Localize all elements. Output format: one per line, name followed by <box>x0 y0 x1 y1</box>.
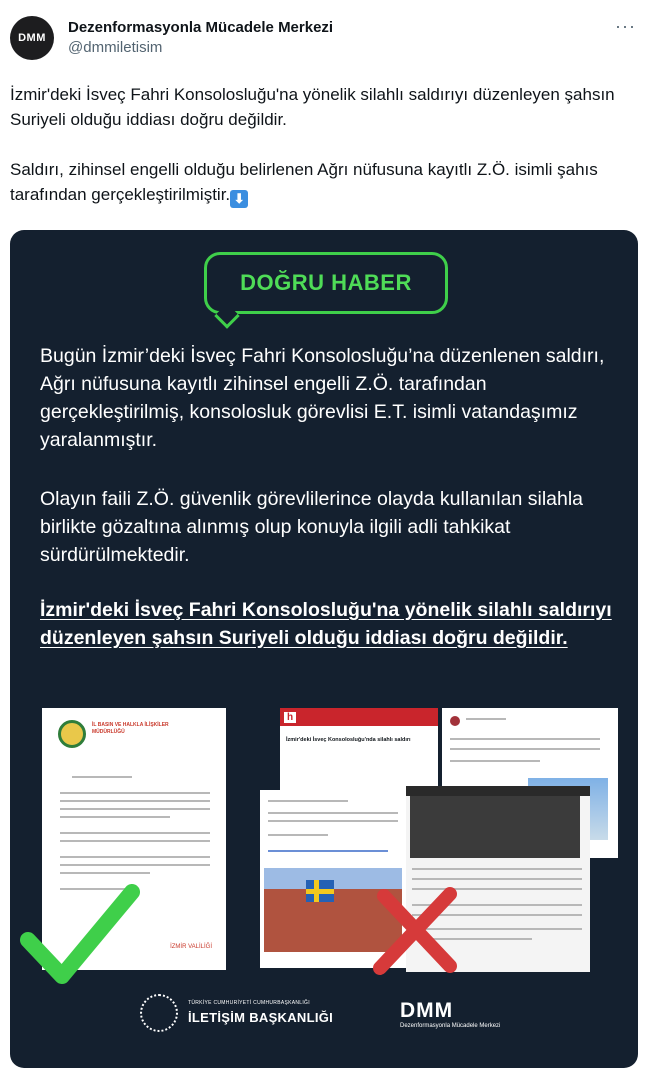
news-site-bar <box>280 708 438 726</box>
author-handle[interactable]: @dmmiletisim <box>68 39 163 56</box>
iletisim-baskanligi-logo <box>140 992 340 1042</box>
document-line <box>60 840 210 842</box>
tweet-header <box>0 0 650 70</box>
tweet-text <box>10 82 640 233</box>
dmm-logo <box>400 1000 520 1040</box>
verdict-badge <box>204 252 448 332</box>
document-line <box>60 808 210 810</box>
tweet-paragraph-2-text: Saldırı, zihinsel engelli olduğu belirlenen Ağrı nüfusuna kayıtlı Z.Ö. isimli şahıs tarafından gerçekleştirilmiştir. <box>10 160 598 204</box>
post-line <box>466 718 506 720</box>
author-names <box>68 18 333 58</box>
card-paragraph-2: Olayın faili Z.Ö. güvenlik görevlilerince olayda kullanılan silahla birlikte gözaltına alınmış olup konuyla ilgili adli tahkikat sürdürülmektedir. <box>40 488 584 566</box>
document-line <box>72 776 132 778</box>
author-display-name[interactable]: Dezenformasyonla Mücadele Merkezi <box>68 19 334 36</box>
verdict-badge-box <box>204 252 448 314</box>
document-line <box>60 816 170 818</box>
post-avatar <box>450 716 460 726</box>
video-article-line <box>412 868 582 870</box>
document-line <box>60 856 210 858</box>
video-article-line <box>412 878 582 880</box>
presidency-small-label: TÜRKİYE CUMHURİYETİ CUMHURBAŞKANLIĞI <box>188 1000 310 1006</box>
video-frame <box>410 796 580 858</box>
dmm-logo-text: DMM <box>400 999 454 1022</box>
document-line <box>60 864 210 866</box>
down-arrow-emoji-icon: ⬇ <box>230 190 248 208</box>
governorship-seal-icon <box>58 720 86 748</box>
avatar[interactable] <box>10 16 54 60</box>
document-line <box>60 832 210 834</box>
tweet-paragraph-1: İzmir'deki İsveç Fahri Konsolosluğu'na yönelik silahlı saldırıyı düzenleyen şahsın Suriyeli olduğu iddiası doğru değildir. <box>10 85 615 129</box>
avatar-text: DMM <box>18 32 46 44</box>
article-line <box>268 820 398 822</box>
document-header: İL BASIN VE HALKLA İLİŞKİLER MÜDÜRLÜĞÜ <box>92 722 169 735</box>
swedish-flag-icon <box>306 880 334 902</box>
verdict-badge-label: DOĞRU HABER <box>240 270 412 295</box>
document-line <box>60 792 210 794</box>
presidency-emblem-icon <box>140 994 178 1032</box>
article-link-line <box>268 850 388 852</box>
post-line <box>450 760 540 762</box>
document-line <box>60 872 150 874</box>
document-signature: İZMİR VALİLİĞİ <box>170 944 212 950</box>
card-paragraph-3: İzmir'deki İsveç Fahri Konsolosluğu'na yönelik silahlı saldırıyı düzenleyen şahsın Suriyeli olduğu iddiası doğru değildir. <box>40 599 612 649</box>
tweet-paragraph-2 <box>10 157 640 208</box>
news-site-logo: h <box>284 712 296 723</box>
video-site-bar <box>406 786 590 796</box>
dmm-logo-subtitle: Dezenformasyonla Mücadele Merkezi <box>400 1023 501 1029</box>
post-line <box>450 748 600 750</box>
article-line <box>268 812 398 814</box>
news-headline: İzmir'deki İsveç Konsolosluğu'nda silahlı saldırı <box>286 737 411 743</box>
document-line <box>60 800 210 802</box>
presidency-big-label: İLETİŞİM BAŞKANLIĞI <box>188 1010 334 1025</box>
article-line <box>268 800 348 802</box>
article-line <box>268 834 328 836</box>
tweet-media-image[interactable] <box>10 230 638 1068</box>
green-check-icon <box>20 880 140 990</box>
post-line <box>450 738 600 740</box>
red-cross-icon <box>366 884 466 976</box>
more-options-icon[interactable]: ··· <box>615 16 636 36</box>
card-paragraph-1: Bugün İzmir’deki İsveç Fahri Konsolosluğu’na düzenlenen saldırı, Ağrı nüfusuna kayıtlı zihinsel engelli Z.Ö. tarafından gerçekleştirilmiş, konsolosluk görevlisi E.T. isimli vatandaşımız yaralanmıştır. <box>40 345 605 451</box>
